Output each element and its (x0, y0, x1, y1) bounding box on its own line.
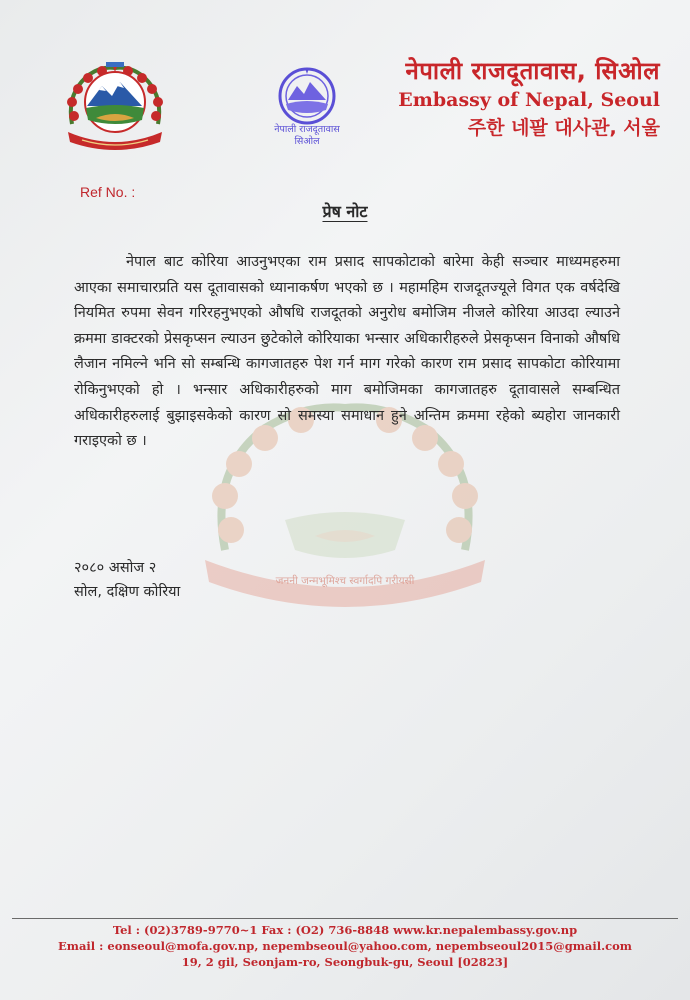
signature-block (74, 556, 180, 604)
footer-email-line: Email : eonseoul@mofa.gov.np, nepembseoul@yahoo.com, nepembseoul2015@gmail.com (58, 939, 632, 953)
document-title (0, 200, 690, 222)
issue-place: सोल, दक्षिण कोरिया (74, 584, 181, 600)
stamp-label: नेपाली राजदूतावास सिओल (274, 124, 340, 147)
nepal-coat-of-arms-icon (62, 62, 168, 154)
embassy-name-nepali: नेपाली राजदूतावास, सिओल (405, 57, 660, 85)
issue-date: २०८० असोज २ (74, 560, 157, 576)
reference-number-label: Ref No. : (80, 184, 136, 200)
letterhead (398, 56, 660, 142)
press-note-body (74, 250, 620, 455)
document-title-text: प्रेष नोट (322, 202, 368, 221)
footer-address-line: 19, 2 gil, Seonjam-ro, Seongbuk-gu, Seoul [02823] (181, 955, 509, 969)
footer-divider (12, 918, 678, 919)
watermark-motto: जननी जन्मभूमिश्च स्वर्गादपि गरीयसी (275, 575, 415, 587)
footer-contact-line: Tel : (02)3789-9770~1 Fax : (O2) 736-8848 www.kr.nepalembassy.gov.np (112, 923, 578, 937)
embassy-name-english: Embassy of Nepal, Seoul (398, 89, 660, 111)
letterhead-footer (0, 922, 690, 970)
body-paragraph: नेपाल बाट कोरिया आउनुभएका राम प्रसाद सापकोटाको बारेमा केही सञ्चार माध्यमहरुमा आएका समाचारप्रति यस दूतावासको ध्यानाकर्षण भएको छ । महामहिम राजदूतज्यूले विगत एक वर्षदेखि नियमित रुपमा सेवन गरिरहनुभएको औषधि राजदूतको अनुरोध बमोजिम नीजले कोरिया आउदा ल्याउने क्रममा डाक्टरको प्रेसकृप्सन ल्याउन छुटेकोले कोरियाका भन्सार अधिकारीहरुले प्रेसकृप्सन विनाको औषधि लैजान नमिल्ने भनि सो सम्बन्धि कागजातहरु पेश गर्न माग गरेको कारण राम प्रसाद सापकोटा कोरियामा रोकिनुभएको हो । भन्सार अधिकारीहरुको माग बमोजिमका कागजातहरु दूतावासले सम्बन्धित अधिकारीहरुलाई बुझाइसकेको कारण सो समस्या समाधान हुने अन्तिम क्रममा रहेको ब्यहोरा जानकारी गराइएको छ । (74, 254, 620, 450)
embassy-name-korean: 주한 네팔 대사관, 서울 (467, 117, 660, 139)
